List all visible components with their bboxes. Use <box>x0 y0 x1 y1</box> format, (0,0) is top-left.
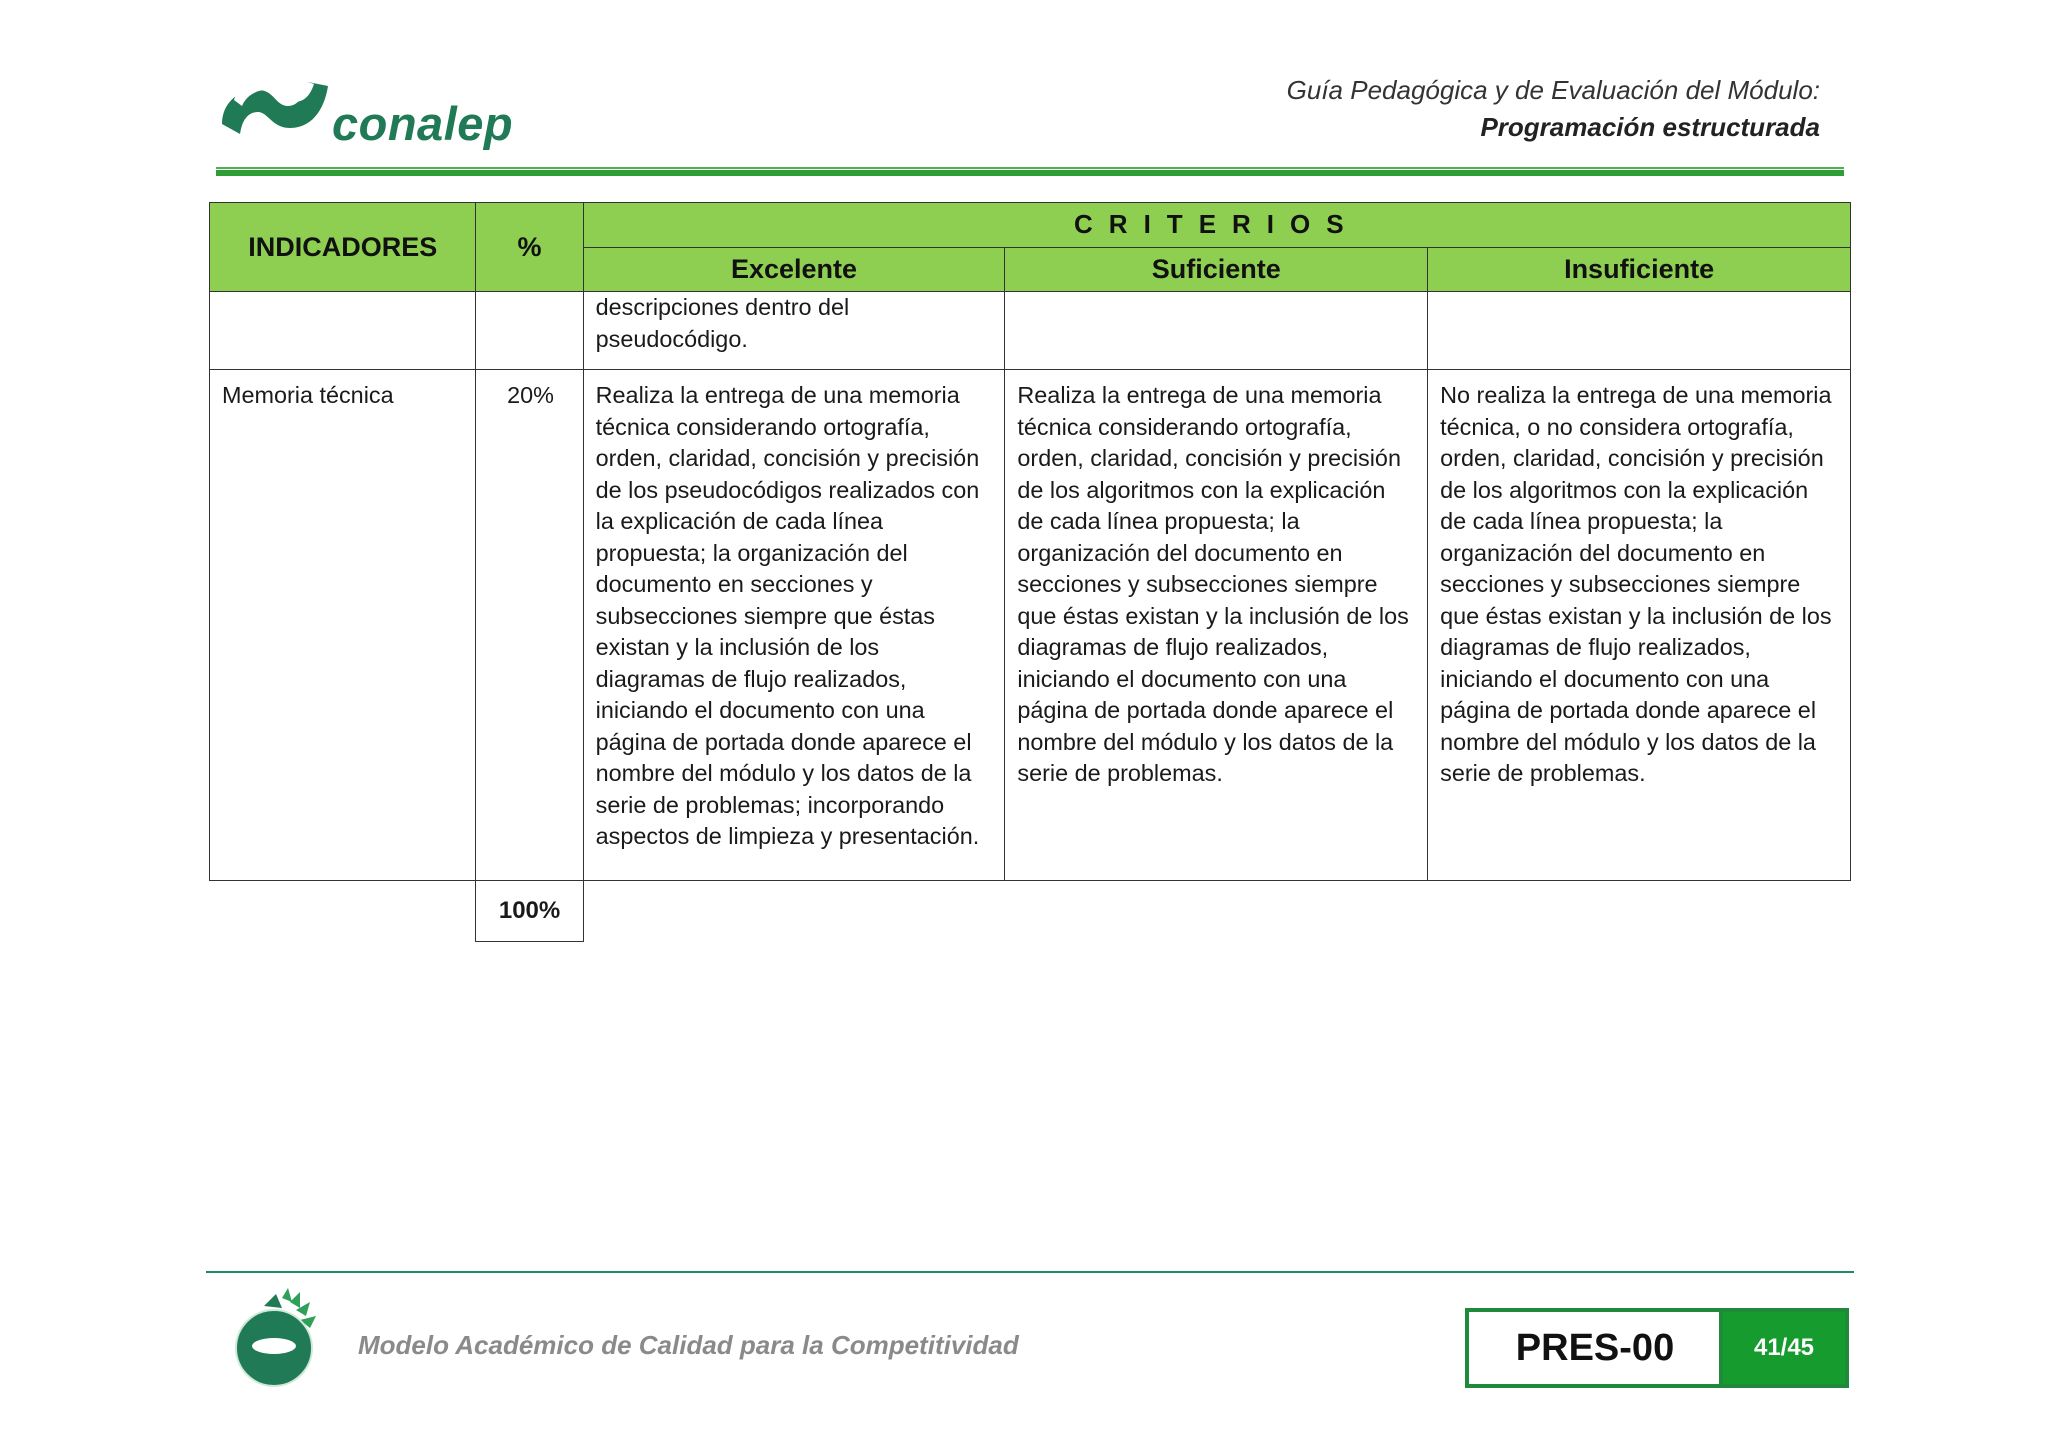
total-row <box>210 881 1851 942</box>
conalep-logo-icon <box>216 72 332 152</box>
total-percent: 100% <box>476 881 583 942</box>
footer-rule <box>206 1271 1854 1273</box>
header-rule-thin <box>216 167 1844 169</box>
cell-insuficiente <box>1428 292 1851 370</box>
document-code: PRES-00 <box>1465 1308 1725 1388</box>
table-row <box>210 370 1851 881</box>
rubric-table <box>209 202 1851 942</box>
guide-subtitle: Programación estructurada <box>1480 112 1820 142</box>
cell-percent: 20% <box>476 370 583 881</box>
header-indicadores: INDICADORES <box>210 203 476 292</box>
cell-insuficiente: No realiza la entrega de una memoria técnica, o no considera ortografía, orden, claridad, concisión y precisión de los algoritmos con la explicación de cada línea propuesta; la organización del documento en secciones y subsecciones siempre que éstas existan y la inclusión de los diagramas de flujo realizados, iniciando el documento con una página de portada donde aparece el nombre del módulo y los datos de la serie de problemas. <box>1428 370 1851 881</box>
cell-suficiente <box>1005 292 1428 370</box>
header-percent: % <box>476 203 583 292</box>
quality-seal-icon <box>224 1286 334 1396</box>
header-suficiente: Suficiente <box>1005 247 1428 292</box>
cell-percent <box>476 292 583 370</box>
cell-indicador: Memoria técnica <box>210 370 476 881</box>
page-number: 41/45 <box>1719 1308 1849 1388</box>
header-criterios: CRITERIOS <box>583 203 1850 248</box>
guide-title: Guía Pedagógica y de Evaluación del Módulo: <box>1286 75 1820 105</box>
header-rule <box>216 170 1844 176</box>
table-row <box>210 292 1851 370</box>
conalep-logo-text: conalep <box>332 97 514 150</box>
header-insuficiente: Insuficiente <box>1428 247 1851 292</box>
blank-cell <box>583 881 1850 942</box>
footer-model-text: Modelo Académico de Calidad para la Competitividad <box>358 1330 1019 1360</box>
header-excelente: Excelente <box>583 247 1005 292</box>
conalep-logo <box>216 72 516 156</box>
cell-indicador <box>210 292 476 370</box>
blank-cell <box>210 881 476 942</box>
cell-suficiente: Realiza la entrega de una memoria técnica considerando ortografía, orden, claridad, concisión y precisión de los algoritmos con la explicación de cada línea propuesta; la organización del documento en secciones y subsecciones siempre que éstas existan y la inclusión de los diagramas de flujo realizados, iniciando el documento con una página de portada donde aparece el nombre del módulo y los datos de la serie de problemas. <box>1005 370 1428 881</box>
cell-excelente: Realiza la entrega de una memoria técnica considerando ortografía, orden, claridad, concisión y precisión de los pseudocódigos realizados con la explicación de cada línea propuesta; la organización del documento en secciones y subsecciones siempre que éstas existan y la inclusión de los diagramas de flujo realizados, iniciando el documento con una página de portada donde aparece el nombre del módulo y los datos de la serie de problemas; incorporando aspectos de limpieza y presentación. <box>583 370 1005 881</box>
cell-excelente: descripciones dentro del pseudocódigo. <box>583 292 1005 370</box>
